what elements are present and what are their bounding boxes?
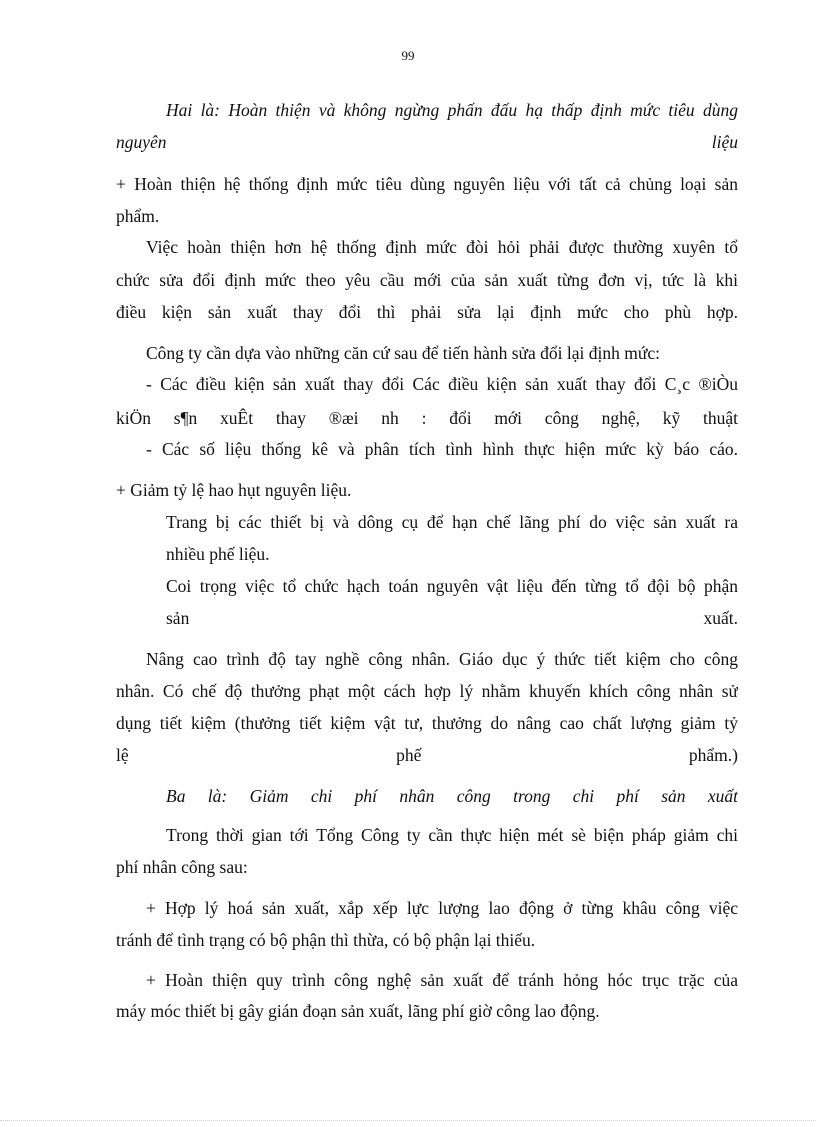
text-line: Coi trọng việc tổ chức hạch toán nguyên vật liệu đến từng tổ đội bộ phận xyxy=(166,576,738,596)
text-line: máy móc thiết bị gây gián đoạn sản xuất, lãng phí giờ công lao động. xyxy=(116,1001,600,1021)
text-line: chức sửa đổi định mức theo yêu cầu mới của sản xuất từng đơn vị, tức là khi xyxy=(116,270,738,290)
text-line: sản xuất. xyxy=(166,608,738,628)
text-line: Trang bị các thiết bị và dông cụ để hạn chế lãng phí do việc sản xuất ra xyxy=(166,512,738,532)
text-line: - Các điều kiện sản xuất thay đổi Các điều kiện sản xuất thay đổi C¸c ®iÒu xyxy=(146,374,738,394)
text-line: nguyên liệu xyxy=(116,132,738,152)
text-line: dụng tiết kiệm (thưởng tiết kiệm vật tư, thưởng do nâng cao chất lượng giảm tỷ xyxy=(116,713,738,733)
text-line: Công ty cần dựa vào những căn cứ sau để tiến hành sửa đổi lại định mức: xyxy=(146,343,660,363)
text-line: Ba là: Giảm chi phí nhân công trong chi phí sản xuất xyxy=(166,786,738,806)
text-line: nhân. Có chế độ thưởng phạt một cách hợp lý nhằm khuyến khích công nhân sử xyxy=(116,681,738,701)
text-line: Trong thời gian tới Tổng Công ty cần thực hiện mét sè biện pháp giảm chi xyxy=(166,825,738,845)
text-line: phẩm. xyxy=(116,206,160,226)
text-line: lệ phế phẩm.) xyxy=(116,745,738,765)
text-line: nhiều phế liệu. xyxy=(166,544,270,564)
text-line: phí nhân công sau: xyxy=(116,857,248,877)
page-number: 99 xyxy=(401,48,415,63)
text-line: kiÖn s¶n xuÊt thay ®æi nh : đổi mới công nghệ, kỹ thuật xyxy=(116,408,738,428)
text-line: + Hợp lý hoá sản xuất, xắp xếp lực lượng lao động ở từng khâu công việc xyxy=(146,898,738,918)
text-line: + Hoàn thiện quy trình công nghệ sản xuất để tránh hỏng hóc trục trặc của xyxy=(146,970,738,990)
text-line: Nâng cao trình độ tay nghề công nhân. Giáo dục ý thức tiết kiệm cho công xyxy=(146,649,738,669)
text-line: + Hoàn thiện hệ thống định mức tiêu dùng nguyên liệu với tất cả chủng loại sản xyxy=(116,174,738,194)
text-line: - Các số liệu thống kê và phân tích tình hình thực hiện mức kỳ báo cáo. xyxy=(146,439,738,459)
text-line: + Giảm tỷ lệ hao hụt nguyên liệu. xyxy=(116,480,352,500)
page-bottom-rule xyxy=(0,1120,816,1121)
text-line: Hai là: Hoàn thiện và không ngừng phấn đấu hạ thấp định mức tiêu dùng xyxy=(166,100,738,120)
text-line: Việc hoàn thiện hơn hệ thống định mức đòi hỏi phải được thường xuyên tổ xyxy=(146,237,738,257)
text-line: điều kiện sản xuất thay đổi thì phải sửa lại định mức cho phù hợp. xyxy=(116,302,738,322)
text-line: tránh để tình trạng có bộ phận thì thừa, có bộ phận lại thiếu. xyxy=(116,930,536,950)
